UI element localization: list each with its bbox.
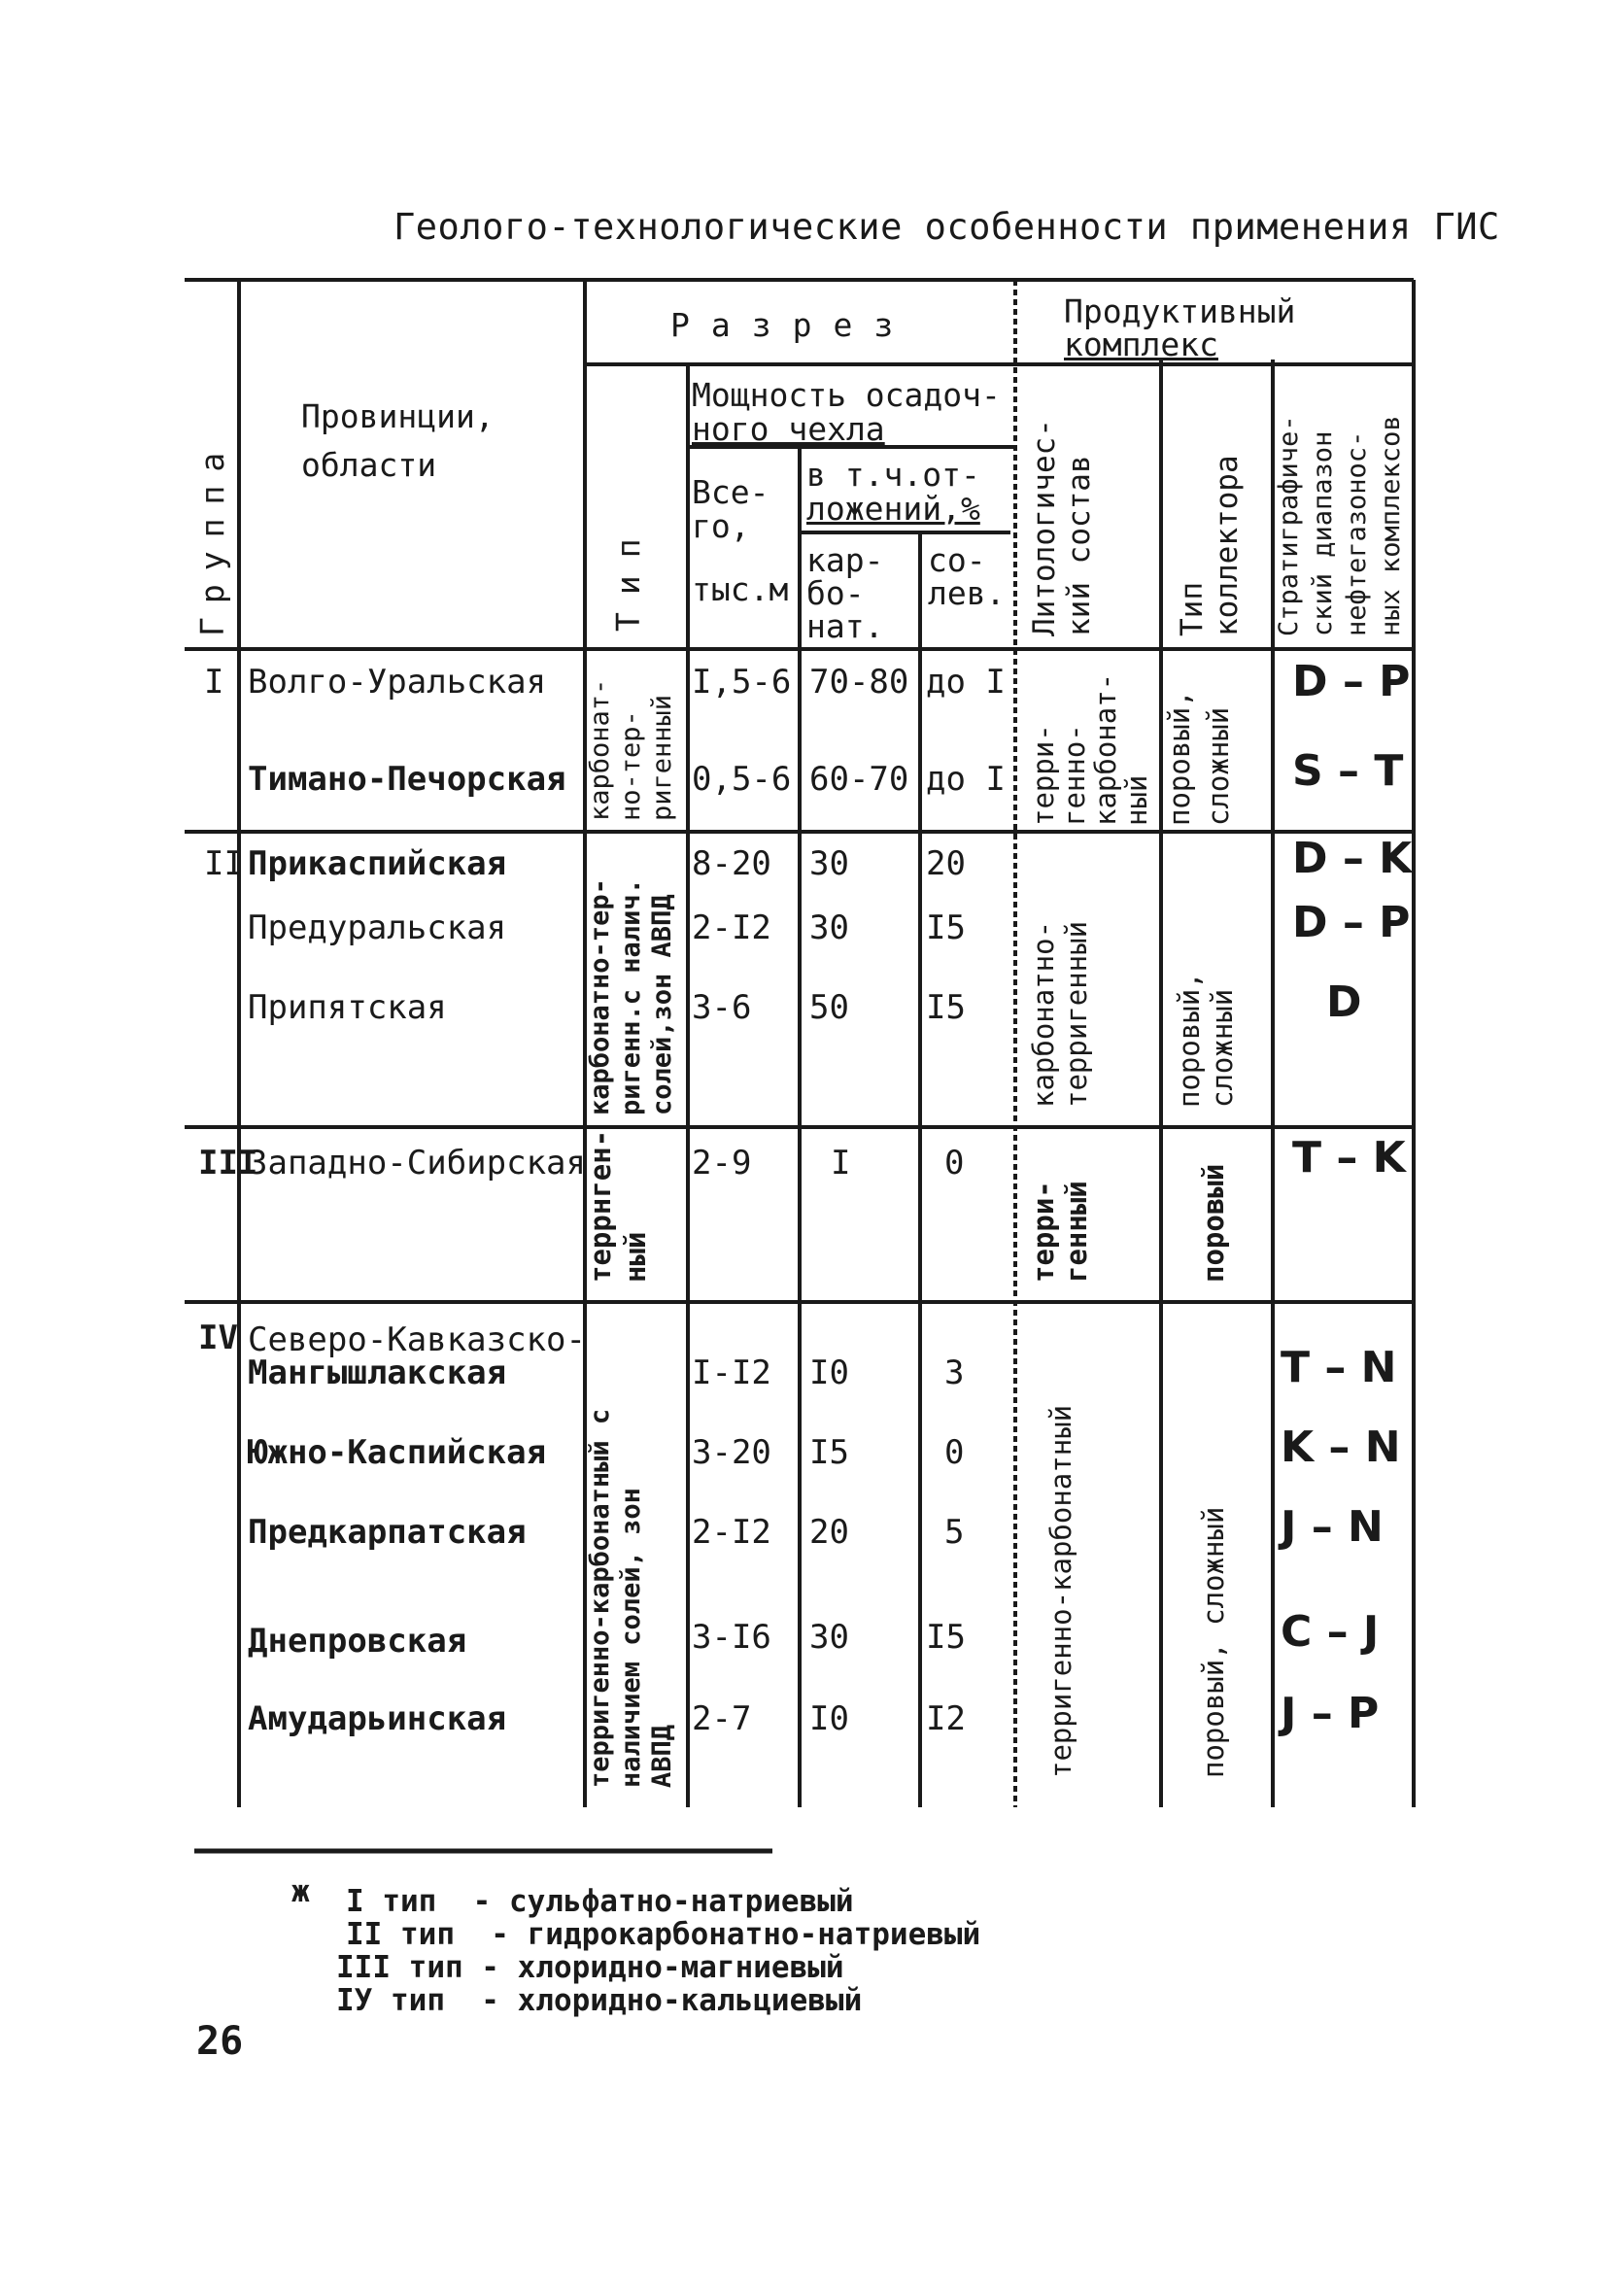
salts-percent: I5 [926,988,966,1027]
collector-line1: поровый, [1173,972,1206,1108]
section-type-line1: карбонатно-тер- [585,878,615,1115]
province-name: Днепровская [248,1622,467,1661]
header-productive-line2: комплекс [1064,326,1218,363]
header-carb-line2: бо- [806,574,865,612]
lithology-line2: терригенный [1060,920,1093,1108]
header-incl-line2: ложений,% [806,490,980,528]
header-salts-line1: со- [928,541,986,579]
province-name: Предуральская [248,908,507,947]
collector-line1: поровый, сложный [1197,1506,1230,1778]
carbonates-percent: I5 [809,1433,849,1472]
section-type-line1: терригенно-карбонатный с [585,1408,615,1788]
strat-range: D – P [1292,898,1411,947]
strat-range: D [1326,977,1362,1027]
salts-percent: 5 [944,1513,965,1552]
section-type-line3: солей,зон АВПД [647,894,677,1115]
carbonates-percent: I [831,1144,851,1182]
carbonates-percent: 70-80 [809,663,909,702]
header-carb-line3: нат. [806,607,884,645]
header-salts-line2: лев. [928,574,1006,612]
lithology-line1: карбонатно- [1027,920,1060,1108]
carbonates-percent: 30 [809,844,849,883]
total-thickness: 8-20 [692,844,771,883]
lithology-line1: терри- [1027,1181,1060,1283]
strat-range: S – T [1292,746,1404,796]
salts-percent: 3 [944,1354,965,1392]
collector-line1: поровый [1197,1163,1230,1283]
strat-range: J – P [1281,1689,1380,1738]
strat-range: K – N [1281,1422,1401,1472]
header-total-line2: го, [692,507,750,545]
footnote-line: IУ тип - хлоридно-кальциевый [336,1983,863,2018]
province-name-line2: Мангышлакская [248,1354,507,1392]
page-number: 26 [196,2019,244,2064]
total-thickness: 0,5-6 [692,760,792,799]
footnote-line: II тип - гидрокарбонатно-натриевый [346,1917,981,1952]
carbonates-percent: 50 [809,988,849,1027]
lithology-line1: терригенно-карбонатный [1044,1404,1077,1778]
total-thickness: 3-6 [692,988,752,1027]
section-type-line2: наличием солей, зон [616,1488,646,1788]
total-thickness: 2-7 [692,1699,752,1738]
section-type-line2: ригенн.с налич. [616,878,646,1115]
header-strat-line3: нефтегазонос- [1342,430,1372,636]
strat-range: T – K [1292,1133,1406,1182]
section-type-line3: ригенный [647,694,677,821]
group-label: II [204,844,244,883]
header-group: Группа [193,438,231,636]
section-type-line1: террнген- [584,1129,617,1283]
province-name: Западно-Сибирская [248,1144,586,1182]
header-total-line1: Все- [692,473,769,511]
lithology-line3: карбонат- [1089,672,1122,826]
salts-percent: 0 [944,1433,965,1472]
header-type: Тип [609,521,647,632]
group-label: IV [198,1319,238,1357]
strat-range: C – J [1281,1607,1380,1657]
total-thickness: 2-I2 [692,908,771,947]
province-name: Прикаспийская [248,844,507,883]
header-total-line3: тыс.м [692,570,789,608]
salts-percent: 0 [944,1144,965,1182]
salts-percent: I2 [926,1699,966,1738]
header-lithology-line1: Литологичес- [1027,419,1062,636]
total-thickness: 2-9 [692,1144,752,1182]
carbonates-percent: 30 [809,908,849,947]
header-collector-line2: коллектора [1210,455,1245,636]
section-type-line3: АВПД [647,1724,677,1788]
header-strat-line1: Стратиграфиче- [1274,415,1304,636]
strat-range: D – P [1292,657,1411,706]
carbonates-percent: 60-70 [809,760,909,799]
page-title: Геолого-технологические особенности применения ГИС [393,206,1500,248]
salts-percent: I5 [926,1618,966,1657]
total-thickness: 3-I6 [692,1618,771,1657]
total-thickness: I-I2 [692,1354,771,1392]
carbonates-percent: 20 [809,1513,849,1552]
carbonates-percent: I0 [809,1699,849,1738]
collector-line1: поровый, [1163,690,1196,826]
collector-line2: сложный [1202,706,1235,826]
strat-range: D – K [1292,834,1413,883]
group-label: I [204,663,224,702]
footnote-line: I тип - сульфатно-натриевый [346,1884,854,1919]
collector-line2: сложный [1206,988,1239,1108]
header-thickness-line2: ного чехла [692,410,885,448]
salts-percent: I5 [926,908,966,947]
header-productive-line1: Продуктивный [1064,292,1296,330]
province-name: Южно-Каспийская [248,1433,547,1472]
section-type-line2: ный [619,1231,652,1283]
header-collector-line1: Тип [1175,582,1210,636]
province-name: Амударьинская [248,1699,507,1738]
province-name: Припятская [248,988,447,1027]
group-label: III [198,1144,258,1182]
header-thickness-line1: Мощность осадоч- [692,376,1001,414]
carbonates-percent: I0 [809,1354,849,1392]
lithology-line2: генно- [1058,724,1091,826]
lithology-line1: терри- [1027,724,1060,826]
section-type-line1: карбонат- [585,678,615,821]
strat-range: J – N [1281,1502,1384,1552]
section-type-line2: но-тер- [616,710,646,821]
lithology-line2: генный [1060,1181,1093,1283]
province-name-line1: Северо-Кавказско- [248,1320,586,1359]
province-name: Предкарпатская [248,1513,527,1552]
header-incl-line1: в т.ч.от- [806,456,980,494]
carbonates-percent: 30 [809,1618,849,1657]
lithology-line4: ный [1120,774,1153,826]
header-provinces-line2: области [301,446,437,484]
header-section: Разрез [670,306,915,344]
salts-percent: 20 [926,844,966,883]
header-provinces-line1: Провинции, [301,397,495,435]
salts-percent: до I [926,760,1006,799]
footnote-marker: ж [291,1874,310,1909]
footnote-line: III тип - хлоридно-магниевый [336,1950,844,1985]
strat-range: T – N [1281,1343,1397,1392]
header-lithology-line2: кий состав [1062,455,1097,636]
total-thickness: 3-20 [692,1433,771,1472]
province-name: Тимано-Печорская [248,760,566,799]
total-thickness: 2-I2 [692,1513,771,1552]
header-strat-line4: ных комплексов [1376,415,1406,636]
header-strat-line2: ский диапазон [1308,430,1338,636]
total-thickness: I,5-6 [692,663,792,702]
province-name: Волго-Уральская [248,663,547,702]
salts-percent: до I [926,663,1006,702]
header-carb-line1: кар- [806,541,884,579]
